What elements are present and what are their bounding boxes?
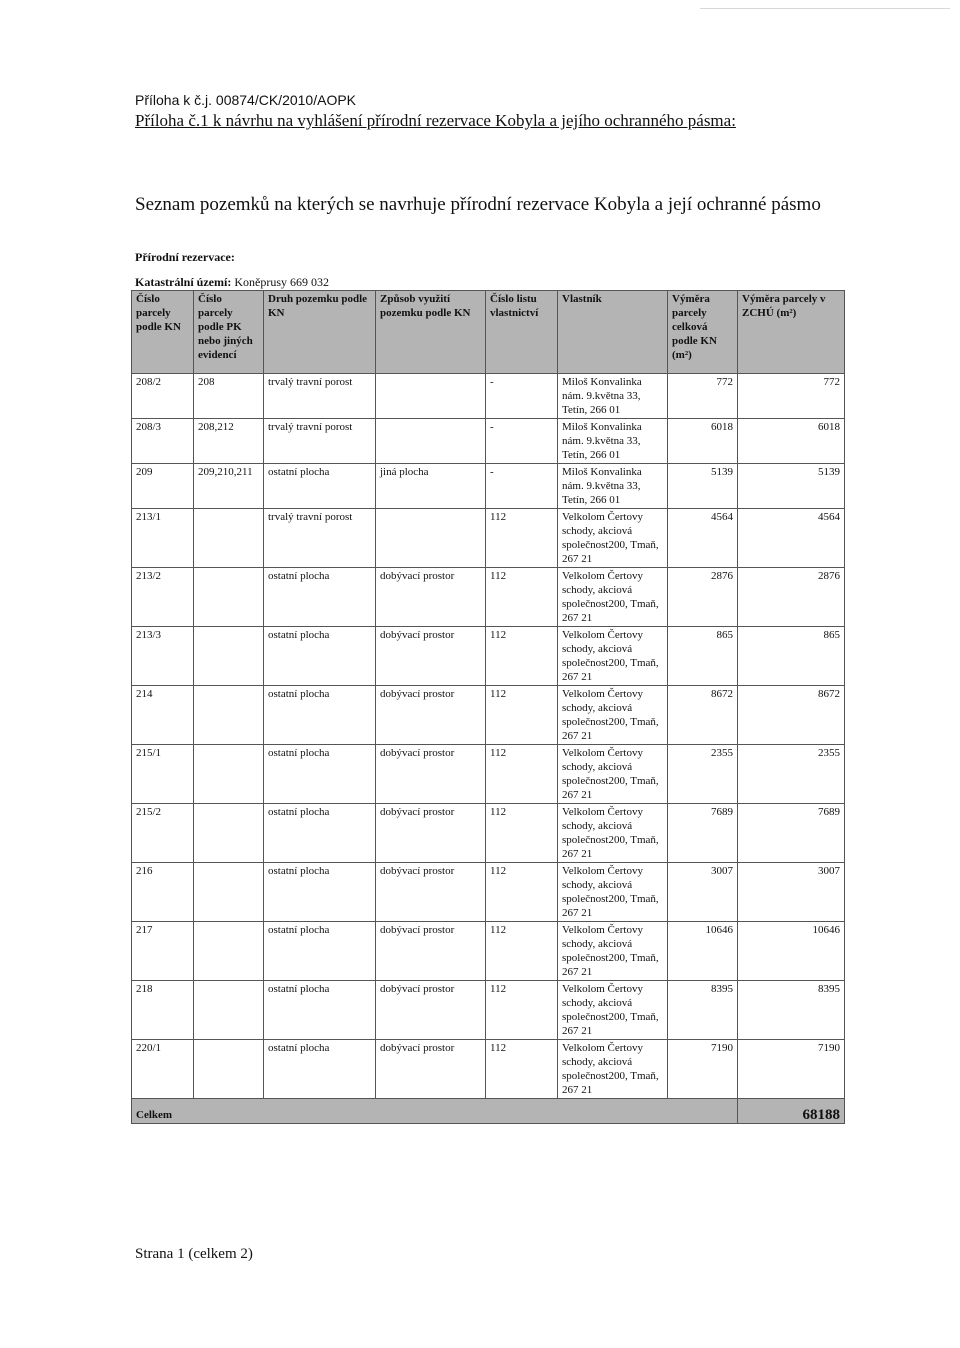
ownership-sheet-cell: 112 <box>486 804 558 863</box>
parcel-number-kn-cell: 218 <box>132 981 194 1040</box>
parcels-table <box>131 290 845 1124</box>
total-row <box>132 1099 845 1124</box>
list-title: Seznam pozemků na kterých se navrhuje přírodní rezervace Kobyla a její ochranné pásmo <box>135 194 821 215</box>
area-total-cell: 6018 <box>668 419 738 464</box>
owner-cell: Velkolom Čertovy schody, akciová společnost200, Tmaň, 267 21 <box>558 863 668 922</box>
land-use-cell: dobývací prostor <box>376 863 486 922</box>
page-number: Strana 1 (celkem 2) <box>135 1246 253 1262</box>
area-zchu-cell: 3007 <box>738 863 845 922</box>
land-type-cell: trvalý travní porost <box>264 374 376 419</box>
table-row <box>132 464 845 509</box>
parcel-number-kn-cell: 208/3 <box>132 419 194 464</box>
parcel-number-kn-cell: 214 <box>132 686 194 745</box>
parcel-number-pk-cell <box>194 863 264 922</box>
owner-cell: Velkolom Čertovy schody, akciová společnost200, Tmaň, 267 21 <box>558 804 668 863</box>
parcel-number-pk-cell <box>194 509 264 568</box>
area-total-cell: 8395 <box>668 981 738 1040</box>
table-row <box>132 981 845 1040</box>
parcel-number-pk-cell <box>194 922 264 981</box>
document-reference: Příloha k č.j. 00874/CK/2010/AOPK <box>135 92 357 108</box>
area-total-cell: 3007 <box>668 863 738 922</box>
land-use-cell: dobývací prostor <box>376 568 486 627</box>
column-header: Druh pozemku podle KN <box>264 291 376 374</box>
owner-cell: Velkolom Čertovy schody, akciová společnost200, Tmaň, 267 21 <box>558 981 668 1040</box>
area-zchu-cell: 7190 <box>738 1040 845 1099</box>
total-value: 68188 <box>738 1099 845 1124</box>
table-row <box>132 745 845 804</box>
parcel-number-kn-cell: 209 <box>132 464 194 509</box>
owner-cell: Miloš Konvalinka nám. 9.května 33, Tetín, 266 01 <box>558 374 668 419</box>
parcel-number-kn-cell: 213/2 <box>132 568 194 627</box>
parcel-number-pk-cell <box>194 981 264 1040</box>
land-type-cell: ostatní plocha <box>264 922 376 981</box>
area-zchu-cell: 2876 <box>738 568 845 627</box>
table-row <box>132 568 845 627</box>
owner-cell: Miloš Konvalinka nám. 9.května 33, Tetín, 266 01 <box>558 464 668 509</box>
land-type-cell: trvalý travní porost <box>264 509 376 568</box>
land-use-cell <box>376 374 486 419</box>
land-use-cell: dobývací prostor <box>376 686 486 745</box>
owner-cell: Velkolom Čertovy schody, akciová společnost200, Tmaň, 267 21 <box>558 509 668 568</box>
ownership-sheet-cell: 112 <box>486 686 558 745</box>
parcel-number-kn-cell: 213/3 <box>132 627 194 686</box>
parcel-number-kn-cell: 215/1 <box>132 745 194 804</box>
ownership-sheet-cell: 112 <box>486 568 558 627</box>
ownership-sheet-cell: - <box>486 464 558 509</box>
table-row <box>132 863 845 922</box>
column-header: Výměra parcely v ZCHÚ (m²) <box>738 291 845 374</box>
parcel-number-pk-cell <box>194 745 264 804</box>
area-zchu-cell: 772 <box>738 374 845 419</box>
owner-cell: Velkolom Čertovy schody, akciová společnost200, Tmaň, 267 21 <box>558 627 668 686</box>
area-zchu-cell: 4564 <box>738 509 845 568</box>
ownership-sheet-cell: 112 <box>486 922 558 981</box>
area-total-cell: 4564 <box>668 509 738 568</box>
ownership-sheet-cell: - <box>486 374 558 419</box>
table-row <box>132 922 845 981</box>
parcel-number-pk-cell <box>194 686 264 745</box>
column-header: Vlastník <box>558 291 668 374</box>
cadastral-area <box>135 275 329 290</box>
column-header: Způsob využití pozemku podle KN <box>376 291 486 374</box>
parcel-number-pk-cell <box>194 568 264 627</box>
ownership-sheet-cell: - <box>486 419 558 464</box>
ownership-sheet-cell: 112 <box>486 981 558 1040</box>
area-zchu-cell: 6018 <box>738 419 845 464</box>
area-zchu-cell: 7689 <box>738 804 845 863</box>
parcel-number-pk-cell <box>194 804 264 863</box>
area-zchu-cell: 10646 <box>738 922 845 981</box>
table-header-row <box>132 291 845 374</box>
land-type-cell: ostatní plocha <box>264 863 376 922</box>
land-type-cell: ostatní plocha <box>264 568 376 627</box>
column-header: Číslo parcely podle PK nebo jiných evidencí <box>194 291 264 374</box>
owner-cell: Velkolom Čertovy schody, akciová společnost200, Tmaň, 267 21 <box>558 568 668 627</box>
ownership-sheet-cell: 112 <box>486 509 558 568</box>
area-total-cell: 772 <box>668 374 738 419</box>
table-row <box>132 804 845 863</box>
owner-cell: Miloš Konvalinka nám. 9.května 33, Tetín, 266 01 <box>558 419 668 464</box>
parcel-number-kn-cell: 216 <box>132 863 194 922</box>
land-use-cell <box>376 509 486 568</box>
table-row <box>132 1040 845 1099</box>
land-type-cell: ostatní plocha <box>264 981 376 1040</box>
area-zchu-cell: 5139 <box>738 464 845 509</box>
area-total-cell: 10646 <box>668 922 738 981</box>
parcel-number-pk-cell <box>194 627 264 686</box>
parcel-number-kn-cell: 208/2 <box>132 374 194 419</box>
ownership-sheet-cell: 112 <box>486 745 558 804</box>
parcel-number-pk-cell: 209,210,211 <box>194 464 264 509</box>
table-row <box>132 627 845 686</box>
column-header: Číslo listu vlastnictví <box>486 291 558 374</box>
reserve-label: Přírodní rezervace: <box>135 250 235 264</box>
column-header: Výměra parcely celková podle KN (m²) <box>668 291 738 374</box>
ownership-sheet-cell: 112 <box>486 1040 558 1099</box>
area-zchu-cell: 2355 <box>738 745 845 804</box>
table-row <box>132 374 845 419</box>
area-total-cell: 865 <box>668 627 738 686</box>
column-header: Číslo parcely podle KN <box>132 291 194 374</box>
parcel-number-kn-cell: 215/2 <box>132 804 194 863</box>
land-type-cell: ostatní plocha <box>264 464 376 509</box>
area-total-cell: 2876 <box>668 568 738 627</box>
scan-edge-line <box>700 8 950 9</box>
parcel-number-pk-cell <box>194 1040 264 1099</box>
land-use-cell: dobývací prostor <box>376 804 486 863</box>
table-row <box>132 686 845 745</box>
cadastral-area-label: Katastrální území: <box>135 275 232 289</box>
owner-cell: Velkolom Čertovy schody, akciová společnost200, Tmaň, 267 21 <box>558 922 668 981</box>
land-type-cell: ostatní plocha <box>264 627 376 686</box>
area-total-cell: 7190 <box>668 1040 738 1099</box>
land-type-cell: ostatní plocha <box>264 686 376 745</box>
area-total-cell: 2355 <box>668 745 738 804</box>
land-type-cell: ostatní plocha <box>264 745 376 804</box>
parcel-number-pk-cell: 208 <box>194 374 264 419</box>
land-use-cell: dobývací prostor <box>376 922 486 981</box>
land-use-cell <box>376 419 486 464</box>
table-row <box>132 419 845 464</box>
ownership-sheet-cell: 112 <box>486 627 558 686</box>
land-use-cell: dobývací prostor <box>376 981 486 1040</box>
owner-cell: Velkolom Čertovy schody, akciová společnost200, Tmaň, 267 21 <box>558 686 668 745</box>
land-type-cell: ostatní plocha <box>264 804 376 863</box>
area-zchu-cell: 8672 <box>738 686 845 745</box>
area-zchu-cell: 8395 <box>738 981 845 1040</box>
cadastral-area-value: Koněprusy 669 032 <box>234 275 329 289</box>
land-use-cell: dobývací prostor <box>376 1040 486 1099</box>
land-use-cell: dobývací prostor <box>376 745 486 804</box>
owner-cell: Velkolom Čertovy schody, akciová společnost200, Tmaň, 267 21 <box>558 745 668 804</box>
land-type-cell: trvalý travní porost <box>264 419 376 464</box>
total-label: Celkem <box>132 1099 738 1124</box>
land-use-cell: dobývací prostor <box>376 627 486 686</box>
area-total-cell: 8672 <box>668 686 738 745</box>
document-heading: Příloha č.1 k návrhu na vyhlášení přírodní rezervace Kobyla a jejího ochranného pásma: <box>135 111 736 130</box>
area-total-cell: 5139 <box>668 464 738 509</box>
table-row <box>132 509 845 568</box>
land-type-cell: ostatní plocha <box>264 1040 376 1099</box>
parcel-number-kn-cell: 220/1 <box>132 1040 194 1099</box>
area-zchu-cell: 865 <box>738 627 845 686</box>
owner-cell: Velkolom Čertovy schody, akciová společnost200, Tmaň, 267 21 <box>558 1040 668 1099</box>
parcel-number-kn-cell: 217 <box>132 922 194 981</box>
ownership-sheet-cell: 112 <box>486 863 558 922</box>
area-total-cell: 7689 <box>668 804 738 863</box>
land-use-cell: jiná plocha <box>376 464 486 509</box>
parcel-number-pk-cell: 208,212 <box>194 419 264 464</box>
parcel-number-kn-cell: 213/1 <box>132 509 194 568</box>
